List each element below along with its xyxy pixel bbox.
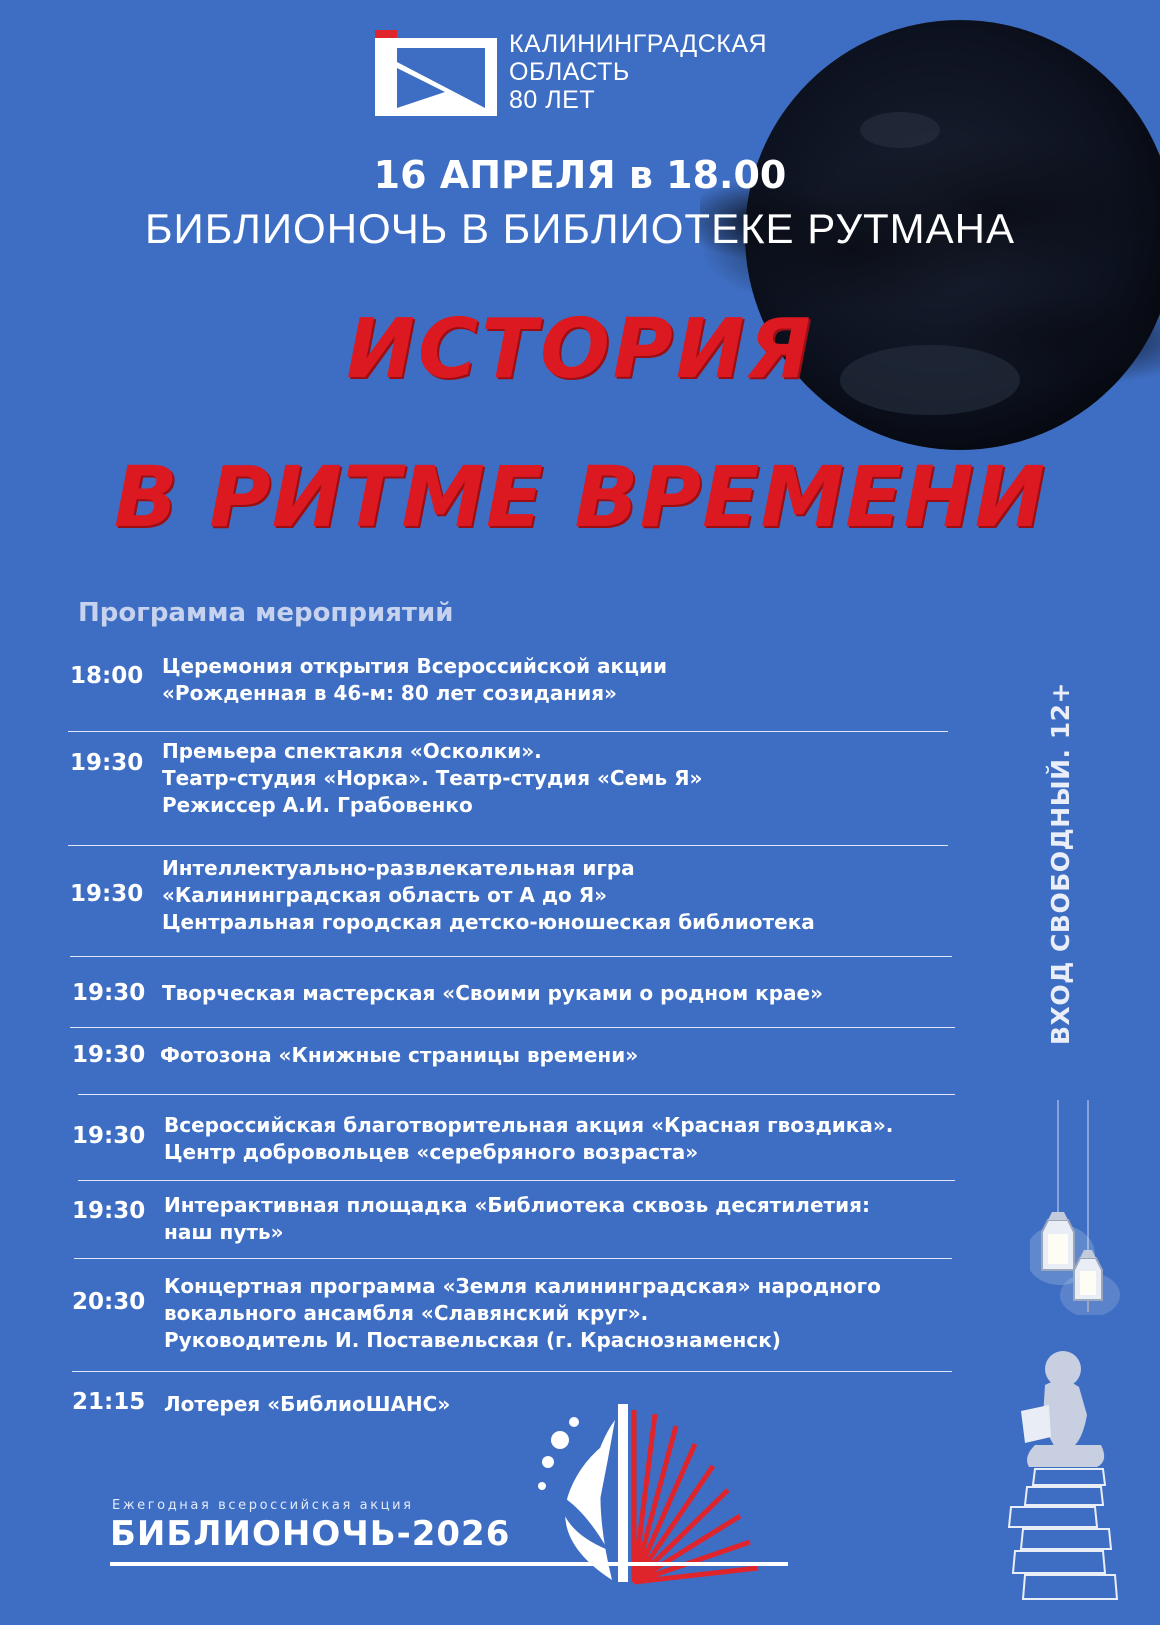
schedule-line: Премьера спектакля «Осколки». (162, 739, 542, 763)
divider (70, 956, 952, 957)
logo-line-1: КАЛИНИНГРАДСКАЯ (509, 30, 768, 58)
biblionoch-underline (110, 1562, 788, 1566)
biblionoch-tagline: Ежегодная всероссийская акция (112, 1498, 414, 1513)
schedule-line: Творческая мастерская «Своими руками о родном крае» (162, 981, 824, 1005)
headline-line-1: ИСТОРИЯ (346, 302, 814, 397)
schedule-line: Театр-студия «Норка». Театр-студия «Семь Я» (162, 766, 703, 790)
schedule-line: «Рожденная в 46-м: 80 лет созидания» (162, 681, 617, 705)
divider (68, 845, 948, 846)
free-entry-label: ВХОД СВОБОДНЫЙ. 12+ (1046, 682, 1075, 1045)
schedule-description (162, 653, 667, 707)
schedule-time: 19:30 (72, 1042, 146, 1068)
schedule-line: Руководитель И. Поставельская (г. Краснознаменск) (164, 1328, 781, 1352)
divider (78, 1094, 955, 1095)
schedule-description (160, 1042, 638, 1069)
schedule-time: 19:30 (72, 1123, 146, 1149)
biblionoch-logo-icon (530, 1400, 790, 1585)
schedule-line: Центральная городская детско-юношеская библиотека (162, 910, 815, 934)
schedule-description (164, 1391, 450, 1418)
schedule-time: 21:15 (72, 1389, 146, 1415)
divider (68, 731, 948, 732)
schedule-time: 19:30 (72, 1198, 146, 1224)
schedule-line: Интеллектуально-развлекательная игра (162, 856, 635, 880)
schedule-time: 19:30 (70, 881, 144, 907)
schedule-line: Центр добровольцев «серебряного возраста» (164, 1140, 699, 1164)
schedule-line: Лотерея «БиблиоШАНС» (164, 1392, 451, 1416)
divider (78, 1180, 955, 1181)
schedule-line: наш путь» (164, 1220, 284, 1244)
schedule-time: 19:30 (70, 750, 144, 776)
event-date: 16 АПРЕЛЯ в 18.00 (373, 153, 787, 197)
schedule-description (162, 980, 823, 1007)
schedule-line: «Калининградская область от А до Я» (162, 883, 608, 907)
divider (74, 1258, 952, 1259)
divider (70, 1027, 955, 1028)
schedule-description (164, 1273, 881, 1354)
schedule-description (164, 1192, 870, 1246)
schedule-line: вокального ансамбля «Славянский круг». (164, 1301, 649, 1325)
schedule-time: 20:30 (72, 1289, 146, 1315)
schedule-line: Режиссер А.И. Грабовенко (162, 793, 473, 817)
headline-line-2: В РИТМЕ ВРЕМЕНИ (113, 448, 1047, 546)
schedule-line: Интерактивная площадка «Библиотека сквозь десятилетия: (164, 1193, 870, 1217)
schedule-description (164, 1112, 893, 1166)
girl-reading-on-books-icon (1005, 1345, 1145, 1615)
divider (72, 1371, 952, 1372)
schedule-line: Фотозона «Книжные страницы времени» (160, 1043, 639, 1067)
event-subtitle: БИБЛИОНОЧЬ В БИБЛИОТЕКЕ РУТМАНА (144, 205, 1016, 252)
schedule-time: 18:00 (70, 663, 144, 689)
logo-line-3: 80 ЛЕТ (509, 86, 596, 114)
schedule-description (162, 855, 815, 936)
schedule-time: 19:30 (72, 980, 146, 1006)
schedule-line: Всероссийская благотворительная акция «Красная гвоздика». (164, 1113, 894, 1137)
schedule-description (162, 738, 702, 819)
biblionoch-title: БИБЛИОНОЧЬ-2026 (110, 1514, 511, 1554)
schedule-line: Концертная программа «Земля калининградская» народного (164, 1274, 881, 1298)
logo-line-2: ОБЛАСТЬ (509, 58, 630, 86)
schedule-line: Церемония открытия Всероссийской акции (162, 654, 667, 678)
lantern-icon (1030, 1100, 1140, 1315)
program-title: Программа мероприятий (78, 598, 454, 628)
